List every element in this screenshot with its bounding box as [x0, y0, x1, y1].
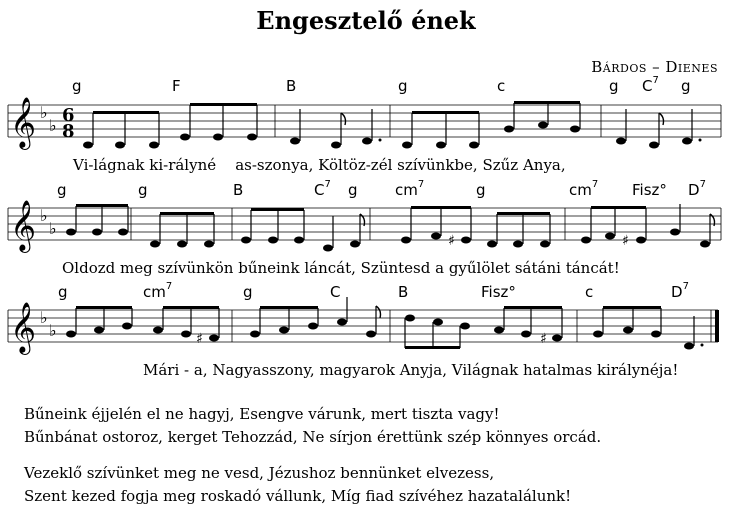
- notes-system-2: [66, 204, 715, 252]
- lyric-line-2: Oldozd meg szívünkön bűneink láncát, Szüntesd a gyűlölet sátáni táncát!: [62, 259, 620, 277]
- chord-root: Fisz°: [481, 283, 516, 301]
- final-barline: [715, 310, 719, 342]
- chord-root: C: [330, 283, 341, 301]
- chord-root: D: [688, 181, 700, 199]
- flat-sign: ♭: [49, 321, 57, 340]
- chord-root: cm: [569, 181, 592, 199]
- time-signature-top: 6: [62, 105, 75, 126]
- chord-root: D: [671, 283, 683, 301]
- treble-clef-icon: 𝄞: [10, 302, 37, 353]
- svg-text:♯: ♯: [448, 233, 455, 249]
- chord-extension: 7: [417, 179, 425, 190]
- chord-root: g: [57, 181, 67, 199]
- chord-extension: 7: [652, 75, 659, 86]
- chord-root: g: [609, 77, 619, 95]
- chord-root: C: [642, 77, 653, 95]
- flat-sign: ♭: [40, 308, 48, 327]
- chord-root: g: [398, 77, 408, 95]
- verse-2: [24, 403, 601, 449]
- treble-clef-icon: 𝄞: [10, 97, 37, 148]
- verse-3: [24, 462, 571, 508]
- chord-root: F: [172, 77, 181, 95]
- svg-text:♯: ♯: [540, 331, 547, 347]
- flat-sign: ♭: [49, 219, 57, 238]
- svg-text:♯: ♯: [196, 331, 203, 347]
- chord-root: g: [138, 181, 148, 199]
- composer-credit: Bárdos – Dienes: [591, 58, 718, 76]
- chord-extension: 7: [682, 281, 689, 292]
- chord-root: C: [314, 181, 325, 199]
- chord-root: cm: [143, 283, 166, 301]
- chord-extension: 7: [324, 179, 331, 190]
- verse-line: Bűnbánat ostoroz, kerget Tehozzád, Ne sírjon érettünk szép könnyes orcád.: [24, 428, 602, 446]
- chord-root: g: [243, 283, 253, 301]
- notes-system-1: [83, 101, 702, 149]
- chord-root: B: [233, 181, 244, 199]
- time-signature-bottom: 8: [62, 121, 75, 142]
- treble-clef-icon: 𝄞: [10, 200, 37, 251]
- lyric-line-1: Vi-lágnak ki-rályné as-szonya, Költöz-zél szívünkbe, Szűz Anya,: [73, 156, 566, 174]
- flat-sign: ♭: [40, 206, 48, 225]
- chord-root: cm: [395, 181, 418, 199]
- chord-root: B: [398, 283, 409, 301]
- chord-root: g: [348, 181, 358, 199]
- chord-root: B: [286, 77, 297, 95]
- chord-root: g: [681, 77, 691, 95]
- chord-root: g: [72, 77, 82, 95]
- chord-root: c: [497, 77, 506, 95]
- chord-extension: 7: [699, 179, 706, 190]
- song-title: Engesztelő ének: [256, 6, 476, 35]
- lyric-line-3: Mári - a, Nagyasszony, magyarok Anyja, Világnak hatalmas királynéja!: [143, 361, 679, 379]
- chord-root: c: [585, 283, 594, 301]
- chord-extension: 7: [591, 179, 599, 190]
- verse-line: Vezeklő szívünket meg ne vesd, Jézushoz bennünket elvezess,: [24, 464, 495, 482]
- chord-root: g: [58, 283, 68, 301]
- flat-sign: ♭: [49, 116, 57, 135]
- chord-root: Fisz°: [632, 181, 667, 199]
- chord-extension: 7: [165, 281, 173, 292]
- flat-sign: ♭: [40, 103, 48, 122]
- verse-line: Szent kezed fogja meg roskadó vállunk, Míg fiad szívéhez hazatalálunk!: [24, 487, 572, 505]
- chord-root: g: [476, 181, 486, 199]
- verse-line: Bűneink éjjelén el ne hagyj, Esengve várunk, mert tiszta vagy!: [24, 405, 500, 423]
- svg-text:♯: ♯: [622, 233, 629, 249]
